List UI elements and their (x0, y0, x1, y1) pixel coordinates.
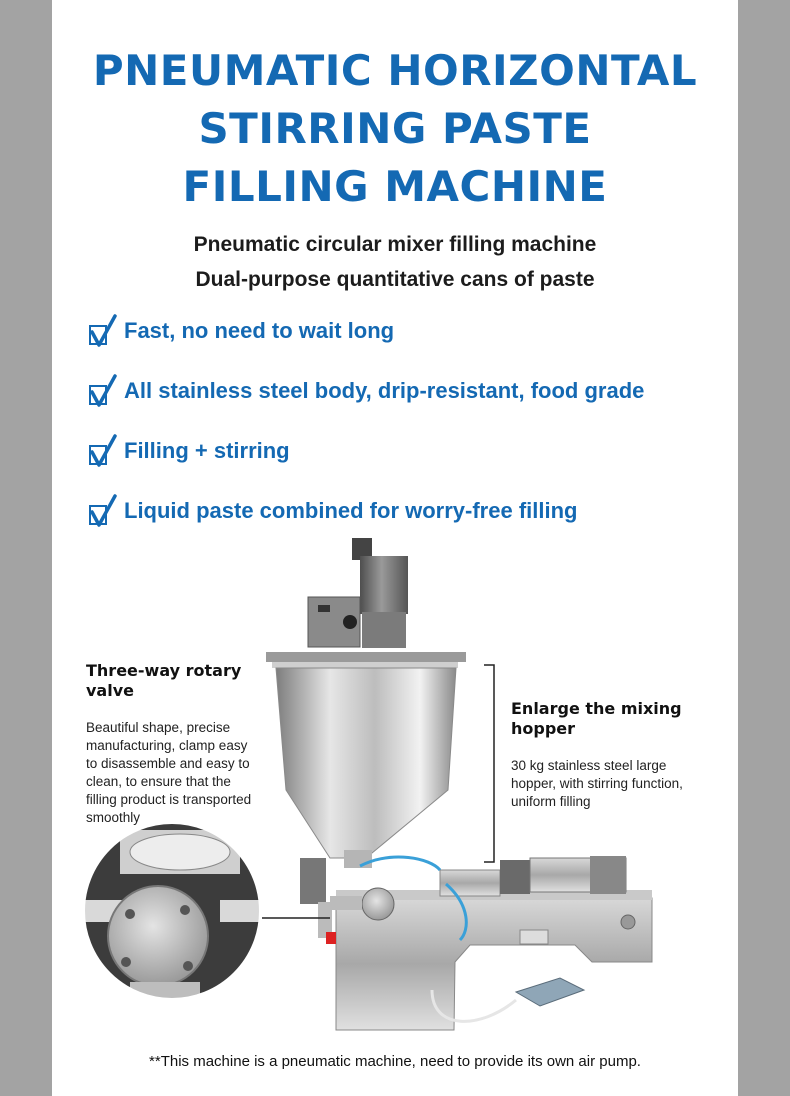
valve-body-line: filling product is transported (86, 792, 252, 807)
title-line-1: PNEUMATIC HORIZONTAL (92, 46, 698, 95)
title-line-3: FILLING MACHINE (182, 162, 608, 211)
valve-body-line: clean, to ensure that the (86, 774, 231, 789)
hopper-body-line: hopper, with stirring function, (511, 776, 683, 791)
valve-callout-title (86, 661, 241, 701)
hopper-bracket (484, 665, 494, 862)
valve-body-line: to disassemble and easy to (86, 756, 250, 771)
motor (308, 538, 408, 648)
valve-callout-body (86, 719, 251, 827)
air-cylinder (440, 856, 626, 896)
valve-title-line-2: valve (86, 681, 134, 700)
feature-text: Fast, no need to wait long (124, 318, 395, 343)
hopper-body-line: 30 kg stainless steel large (511, 758, 667, 773)
hopper-callout-body (511, 757, 683, 811)
subtitle-line-2: Dual-purpose quantitative cans of paste (195, 268, 595, 291)
footer-note: **This machine is a pneumatic machine, need to provide its own air pump. (149, 1053, 641, 1070)
hopper-title-line-2: hopper (511, 719, 576, 738)
valve-body-line: Beautiful shape, precise (86, 720, 231, 735)
hopper (266, 652, 466, 868)
valve-body-line: manufacturing, clamp easy (86, 738, 248, 753)
valve-title-line-1: Three-way rotary (86, 661, 242, 680)
feature-text: Filling + stirring (124, 438, 290, 463)
valve-closeup (84, 823, 260, 1002)
feature-text: Liquid paste combined for worry-free filling (124, 498, 578, 523)
valve-body-line: smoothly (86, 810, 141, 825)
feature-text: All stainless steel body, drip-resistant, food grade (124, 378, 645, 403)
hopper-body-line: uniform filling (511, 794, 591, 809)
hopper-callout-title (511, 699, 682, 739)
title-line-2: STIRRING PASTE (198, 104, 592, 153)
hopper-title-line-1: Enlarge the mixing (511, 699, 682, 718)
subtitle-line-1: Pneumatic circular mixer filling machine (193, 233, 597, 256)
